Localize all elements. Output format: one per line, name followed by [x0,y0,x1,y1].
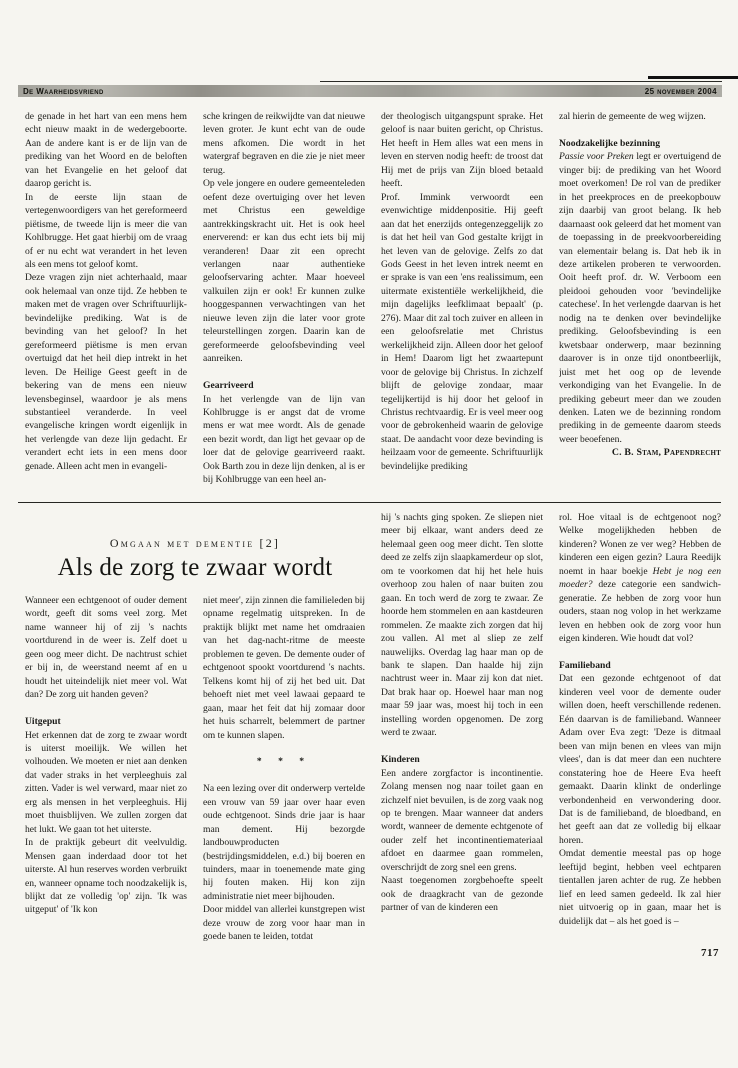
masthead-bar [18,85,722,97]
paragraph: Na een lezing over dit onderwerp vertelde een vrouw van 59 jaar over haar even oude echtgenoot. Sinds drie jaar is haar man dement. Hij bezorgde landbouwproducten (bestrijdingsmiddelen, e.d.) bij boeren en tuinders, maar in toenemende mate ging hij fouten maken. Hij kon zijn administratie niet meer bijhouden. [203,783,365,902]
article-title: Als de zorg te zwaar wordt [57,554,333,581]
paragraph: zal hierin de gemeente de weg wijzen. [559,111,706,122]
article-bottom-column-4 [559,511,721,966]
article-bottom-column-1 [25,594,187,994]
issue-date: 25 november 2004 [644,86,717,96]
section-separator: * * * [256,756,312,768]
article-top-column-1 [25,110,187,502]
paragraph: In de praktijk gebeurt dit veelvuldig. Mensen gaan inderdaad door tot het uiterste. Al hun reserves worden verbruikt en, wanneer opname toch noodzakelijk is, blijkt dat ze volledig 'op' zijn. 'Ik was uitgeput' of 'Ik kon [25,837,187,916]
article-top-column-4 [559,110,721,502]
text-run: legt er overtuigend de vinger bij: de prediking van het Woord moet overkomen! De rol van de prediker in het preekproces en de preekopbouw zijn daarbij van groot belang. Ik heb daarnaast ook geleerd dat het moment van de toepassing in de preekvoorbereiding van elementair belang is. Dat heb ik in deze artikelen proberen te verwoorden. Ooit heeft prof. dr. W. Verboom een pleidooi gehouden voor 'bevindelijke catechese'. In het verlengde daarvan is het nodig na te denken over bevindelijke prediking. Geloofsbevinding is een kwetsbaar onderwerp, maar bezinning daarover is in onze tijd onontbeerlijk, juist met het oog op de levende verkondiging van het Evangelie. In de prediking gebeurt meer dan we zouden denken. Laten we de bezinning rondom prediking in de gemeente daarom steeds weer beoefenen. [559,151,721,445]
page-number: 717 [701,947,719,959]
article-top-column-2 [203,110,365,502]
section-subhead: Uitgeput [25,716,61,728]
paragraph: hij 's nachts ging spoken. Ze sliepen niet meer bij elkaar, want anders deed ze helemaal geen oog meer dicht. Ten slotte deed ze zelfs zijn slaapkamerdeur op slot, om te voorkomen dat hij het hele huis overhoop zou halen of naar buiten zou gaan. En toch werd de zorg te zwaar. Ze hoorde hem stommelen en aan kastdeuren rommelen. Ze maakte zich zorgen dat hij zou vallen. Al met al sliep ze zelf nauwelijks. Overdag lag haar man op de bank te slapen. Dan haalde hij zijn nachtrust weer in. Maar zij kon dat niet. Dat brak haar op. Hoewel haar man nog maar 59 jaar was, moest hij toch in een instelling worden opgenomen. De zorg werd te zwaar. [381,512,543,739]
text-run: rol. Hoe vitaal is de echtgenoot nog? Welke mogelijkheden hebben de kinderen? Wonen ze ver weg? Hebben de kinderen een eigen gezin? Laura Reedijk noemt in haar boekje [559,512,721,577]
paragraph: der theologisch uitgangspunt sprake. Het geloof is naar buiten gericht, op Christus. Het heeft in Hem alles wat een mens in leven en sterven nodig heeft: de troost dat Hij met de prijs van Zijn bloed betaald heeft. [381,111,543,190]
paragraph: Door middel van allerlei kunstgrepen wist deze vrouw de zorg voor haar man in goede banen te leiden, totdat [203,904,365,943]
paragraph [559,511,721,646]
paragraph: de genade in het hart van een mens hem echt nieuw maakt in de wedergeboorte. Aan de andere kant is er de lijn van de prediking van het Woord en de beloften van het Evangelie en het geloof dat daarop gericht is. [25,111,187,190]
italic-text-run: Passie voor Preken [559,151,634,163]
article-byline: C. B. Stam, Papendrecht [611,447,721,459]
paragraph: Een andere zorgfactor is incontinentie. Zolang mensen nog naar toilet gaan en zichzelf niet bevuilen, is de zorg vaak nog op te brengen. Maar wanneer dat anders wordt, wanneer de demente echtgenote of ouder zelf het incontinentiemateriaal afdoet en daarmee gaan rommelen, overschrijdt de zorg snel een grens. [381,767,543,873]
paragraph: Prof. Immink verwoordt een evenwichtige middenpositie. Hij geeft aan dat het enerzijds ontegenzeggelijk zo is dat het heil van God gestalte krijgt in het leven van de gelovige. Zelfs zo dat Gods Geest in het leven intrek neemt en er sprake is van een 'ens realissimum, een uitermate existentiële werkelijkheid, die mijn dagelijks leefklimaat bepaalt' (p. 276). Maar dit zal toch zuiver en alleen in een geloofsrelatie met Christus werkelijkheid zijn. Alleen door het geloof in Hem! Daarom ligt het zwaartepunt voor de gelovige bij Christus. In zichzelf blijft de gelovige zondaar, maar tegelijkertijd is hij door het geloof in Christus rechtvaardig. Er is veel meer oog voor de gebrokenheid waarin de gelovige staat. De aandacht voor deze bevinding is heilzaam voor de gemeente. Schriftuurlijk bevindelijke prediking [381,191,543,472]
article-heading-block [25,536,365,582]
section-subhead: Noodzakelijke bezinning [559,137,661,149]
publication-title: De Waarheidsvriend [23,86,104,96]
section-subhead: Kinderen [381,754,420,766]
paragraph: Dat een gezonde echtgenoot of dat kinderen veel voor de demente ouder willen doen, heeft verschillende redenen. Eén daarvan is de familieband. Wanneer Adam over Eva zegt: 'Deze is ditmaal been van mijn benen en vlees van mijn vlees', dan is dat meer dan een nuchtere constatering hoe de Heere Eva heeft gemaakt. Daarin klinkt de onderlinge verbondenheid en verwondering door. Dat is de familieband, de bloedband, en het geeft aan dat ze volledig bij elkaar horen. [559,673,721,846]
paragraph: sche kringen de reikwijdte van dat nieuwe leven groter. Je kunt echt van de oude mens afkomen. Die wordt in het watergraf begraven en die zie je niet meer terug. [203,111,365,176]
section-subhead: Gearriveerd [203,380,254,392]
paragraph: Omdat dementie meestal pas op hoge leeftijd begint, hebben veel echtparen tientallen jaren achter de rug. Ze hebben lief en leed samen gedeeld. Ik zal hier niet uitvoerig op in gaan, maar het is duidelijk dat – als het goed is – [559,848,721,927]
section-subhead: Familieband [559,659,611,671]
italic-text-run: Hebt je nog een moeder? [559,565,721,591]
article-separator-rule [18,502,721,503]
article-kicker: Omgaan met dementie [2] [109,536,281,550]
paragraph: niet meer', zijn zinnen die familieleden bij opname regelmatig uitspreken. In de praktijk blijkt met name het omdraaien van het dag-nacht-ritme de meeste problemen te geven. De demente ouder of echtgenoot spookt voortdurend 's nachts. Telkens komt hij of zij het bed uit. Dat behoeft niet met veel lawaai gepaard te gaan, maar het feit dat hij zomaar door het huis scharrelt, belemmert de partner om te kunnen slapen. [203,595,365,741]
top-scan-rule-thick [648,76,738,79]
article-top-column-3 [381,110,543,502]
paragraph: Het erkennen dat de zorg te zwaar wordt is uiterst moeilijk. We willen het volhouden. We moeten er niet aan denken dat vader straks in het verpleeghuis zal zitten. Vader is wel verward, maar niet zo erg als mensen in het verpleeghuis. Hij moet thuisblijven. We zullen zorgen dat het lukt. We gaan tot het uiterste. [25,729,187,835]
article-bottom-column-2 [203,594,365,994]
top-scan-rule [320,81,722,82]
paragraph: Deze vragen zijn niet achterhaald, maar ook helemaal van onze tijd. Ze hebben te maken met de vragen over Schriftuurlijk-bevindelijke prediking. Wat is de bevinding van het geloof? In het gereformeerd piëtisme is men ervan overtuigd dat het heil diep intrekt in het leven. De Heilige Geest geeft in de bekering van de mens een nieuw levensbeginsel, waardoor je als mens substantieel veranderde. In veel evangelische kringen wordt eigenlijk in het verlengde van deze lijn gedacht. Er verandert echt iets in een mens door genade. Alleen acht men in evangeli- [25,272,187,472]
paragraph: In het verlengde van de lijn van Kohlbrugge is er angst dat de vrome mens er wat mee wordt. Als de genade een bezit wordt, dan ligt het gevaar op de loer dat de gelovige gearriveerd raakt. Ook Barth zou in deze lijn denken, al is er bij Kohlbrugge van een heel an- [203,393,365,486]
article-bottom-column-3 [381,511,543,966]
paragraph [559,150,721,446]
paragraph: Naast toegenomen zorgbehoefte speelt ook de draagkracht van de gezonde partner of van de kinderen een [381,875,543,914]
paragraph: Wanneer een echtgenoot of ouder dement wordt, geeft dit soms veel zorg. Met name wanneer hij of zij 's nachts voortdurend in de weer is. Zelf doet u geen oog meer dicht. De nachtrust schiet er bij in, de weerstand neemt af en u houdt het uiteindelijk niet meer vol. Wat dan? De zorg uit handen geven? [25,595,187,701]
paragraph: In de eerste lijn staan de vertegenwoordigers van het gereformeerd piëtisme, de tweede lijn is meer die van Kohlbrugge. Het gaat hierbij om de vraag of er nu echt wat verandert in het leven als een mens tot geloof komt. [25,191,187,270]
text-run: deze categorie een sandwich-generatie. Ze hebben de zorg voor hun ouders, staan nog volop in het werkzame leven en hebben ook de zorg voor hun eigen kinderen. Wie houdt dat vol? [559,579,721,645]
paragraph: Op vele jongere en oudere gemeenteleden oefent deze overtuiging over het leven met Christus een geweldige aantrekkingskracht uit. Het is ook heel enerverend: er kan dus echt iets bij mij veranderen! Daar zit een oprecht verlangen naar authentieke geloofservaring achter. Maar hoeveel valkuilen zijn er ook! Er kunnen zulke hooggespannen verwachtingen van het nieuwe leven zijn die later voor grote teleurstellingen zorgen. Daarin kan de gereformeerde geloofsbevinding veel aanreiken. [203,178,365,365]
